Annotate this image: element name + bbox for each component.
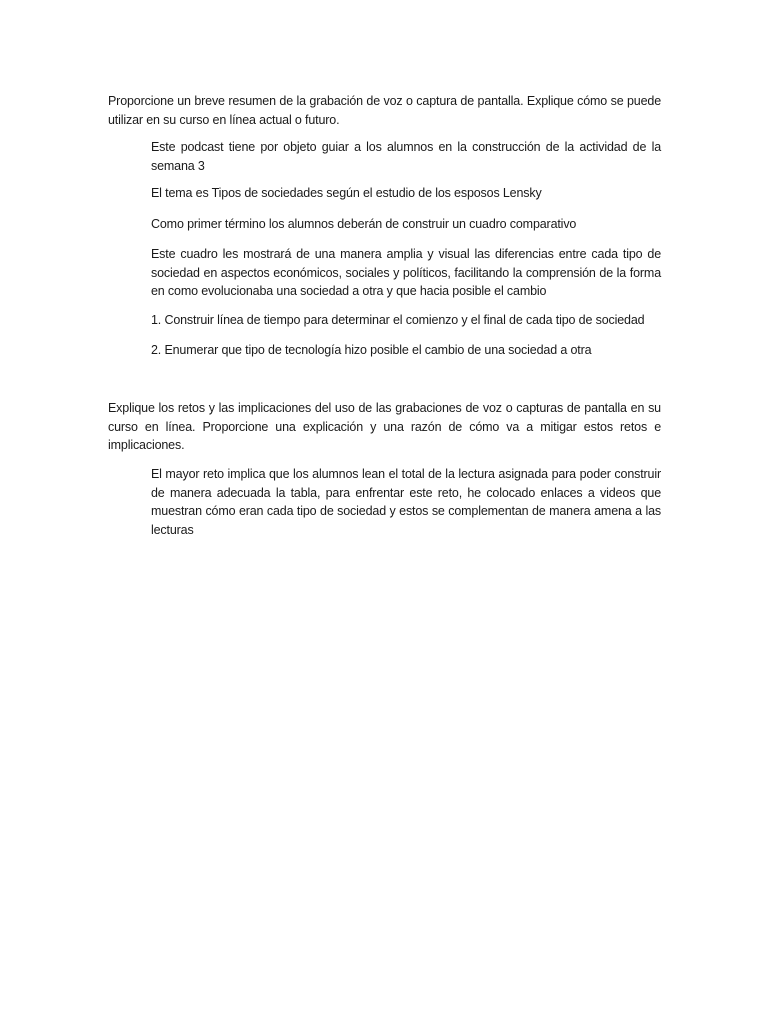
answer-2-paragraph: El mayor reto implica que los alumnos lean el total de la lectura asignada para poder construir de manera adecuada la tabla, para enfrentar este reto, he colocado enlaces a videos que muestran cómo eran cada tipo de sociedad y estos se complementan de manera amena a las lecturas	[151, 467, 661, 537]
answer-1-list-item-2: 2. Enumerar que tipo de tecnología hizo posible el cambio de una sociedad a otra	[151, 343, 592, 357]
question-2: Explique los retos y las implicaciones del uso de las grabaciones de voz o capturas de pantalla en su curso en línea. Proporcione una explicación y una razón de cómo va a mitigar estos retos e implicaciones.	[108, 401, 661, 452]
answer-1-paragraph-1: Este podcast tiene por objeto guiar a los alumnos en la construcción de la actividad de la semana 3	[151, 140, 661, 173]
question-1: Proporcione un breve resumen de la grabación de voz o captura de pantalla. Explique cómo se puede utilizar en su curso en línea actual o futuro.	[108, 94, 661, 127]
answer-1-paragraph-3: Como primer término los alumnos deberán de construir un cuadro comparativo	[151, 217, 577, 231]
answer-1-paragraph-4: Este cuadro les mostrará de una manera amplia y visual las diferencias entre cada tipo de sociedad en aspectos económicos, sociales y políticos, facilitando la comprensión de la forma en como evolucionaba una sociedad a otra y que hacia posible el cambio	[151, 247, 661, 298]
answer-1-paragraph-2: El tema es Tipos de sociedades según el estudio de los esposos Lensky	[151, 186, 542, 200]
answer-1-list-item-1: 1. Construir línea de tiempo para determinar el comienzo y el final de cada tipo de sociedad	[151, 313, 645, 327]
